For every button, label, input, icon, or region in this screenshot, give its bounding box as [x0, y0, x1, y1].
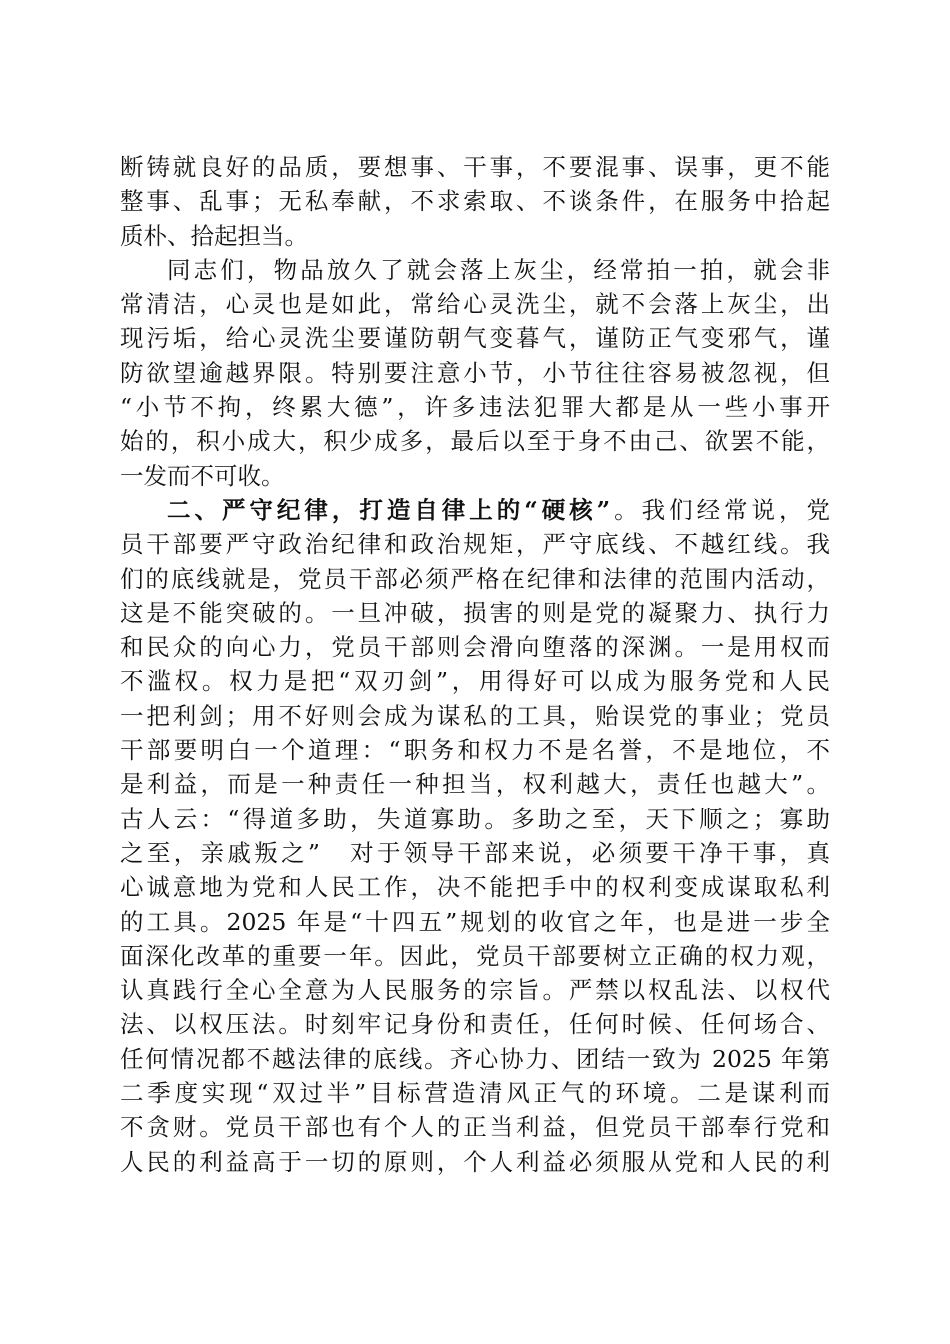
body-text: [120, 150, 830, 1179]
text-line: 二季度实现“双过半”目标营造清风正气的环境。二是谋利而: [120, 1079, 830, 1108]
text-line: 常清洁，心灵也是如此，常给心灵洗尘，就不会落上灰尘，出: [120, 290, 830, 319]
text-line: 不滥权。权力是把“双刃剑”，用得好可以成为服务党和人民: [120, 667, 830, 696]
paragraph-2: [120, 253, 830, 493]
text-line: 现污垢，给心灵洗尘要谨防朝气变暮气，谨防正气变邪气，谨: [120, 324, 830, 353]
heading-line-rest: 。我们经常说，党: [610, 495, 830, 524]
text-line: 防欲望逾越界限。特别要注意小节，小节往往容易被忽视，但: [120, 358, 830, 387]
text-line: 整事、乱事；无私奉献，不求索取、不谈条件，在服务中拾起: [120, 187, 830, 216]
text-line: 一把利剑；用不好则会成为谋私的工具，贻误党的事业；党员: [120, 701, 830, 730]
text-line: 们的底线就是，党员干部必须严格在纪律和法律的范围内活动，: [120, 564, 830, 593]
text-line: 始的，积小成大，积少成多，最后以至于身不由己、欲罢不能，: [120, 427, 830, 456]
text-line: 的工具。2025 年是“十四五”规划的收官之年，也是进一步全: [120, 907, 830, 936]
text-line: 法、以权压法。时刻牢记身份和责任，任何时候、任何场合、: [120, 1010, 830, 1039]
section-heading: 二、严守纪律，打造自律上的“硬核”: [167, 495, 611, 524]
text-line: 任何情况都不越法律的底线。齐心协力、团结一致为 2025 年第: [120, 1044, 830, 1073]
text-line: 认真践行全心全意为人民服务的宗旨。严禁以权乱法、以权代: [120, 976, 830, 1005]
text-line: 之至，亲戚叛之” 对于领导干部来说，必须要干净干事，真: [120, 838, 830, 867]
text-line: 这是不能突破的。一旦冲破，损害的则是党的凝聚力、执行力: [120, 598, 830, 627]
text-line: 面深化改革的重要一年。因此，党员干部要树立正确的权力观，: [120, 941, 830, 970]
text-line: 不贪财。党员干部也有个人的正当利益，但党员干部奉行党和: [120, 1113, 830, 1142]
text-line: [120, 493, 830, 527]
text-line: 断铸就良好的品质，要想事、干事，不要混事、误事，更不能: [120, 153, 830, 181]
text-line: “小节不拘，终累大德”，许多违法犯罪大都是从一些小事开: [120, 393, 830, 422]
text-line: 同志们，物品放久了就会落上灰尘，经常拍一拍，就会非: [167, 255, 830, 284]
text-line: 和民众的向心力，党员干部则会滑向堕落的深渊。一是用权而: [120, 633, 830, 662]
text-line: 是利益，而是一种责任一种担当，权利越大，责任也越大”。: [120, 770, 830, 799]
text-line: 心诚意地为党和人民工作，决不能把手中的权利变成谋取私利: [120, 873, 830, 902]
text-line: 一发而不可收。: [120, 461, 285, 490]
text-line: 员干部要严守政治纪律和政治规矩，严守底线、不越红线。我: [120, 530, 830, 559]
text-line: 干部要明白一个道理：“职务和权力不是名誉，不是地位，不: [120, 736, 830, 765]
text-line: 质朴、拾起担当。: [120, 221, 308, 250]
paragraph-3: [120, 493, 830, 1179]
text-line: 古人云：“得道多助，失道寡助。多助之至，天下顺之；寡助: [120, 804, 830, 833]
paragraph-1: [120, 150, 830, 253]
text-line: 人民的利益高于一切的原则，个人利益必须服从党和人民的利: [120, 1147, 830, 1176]
